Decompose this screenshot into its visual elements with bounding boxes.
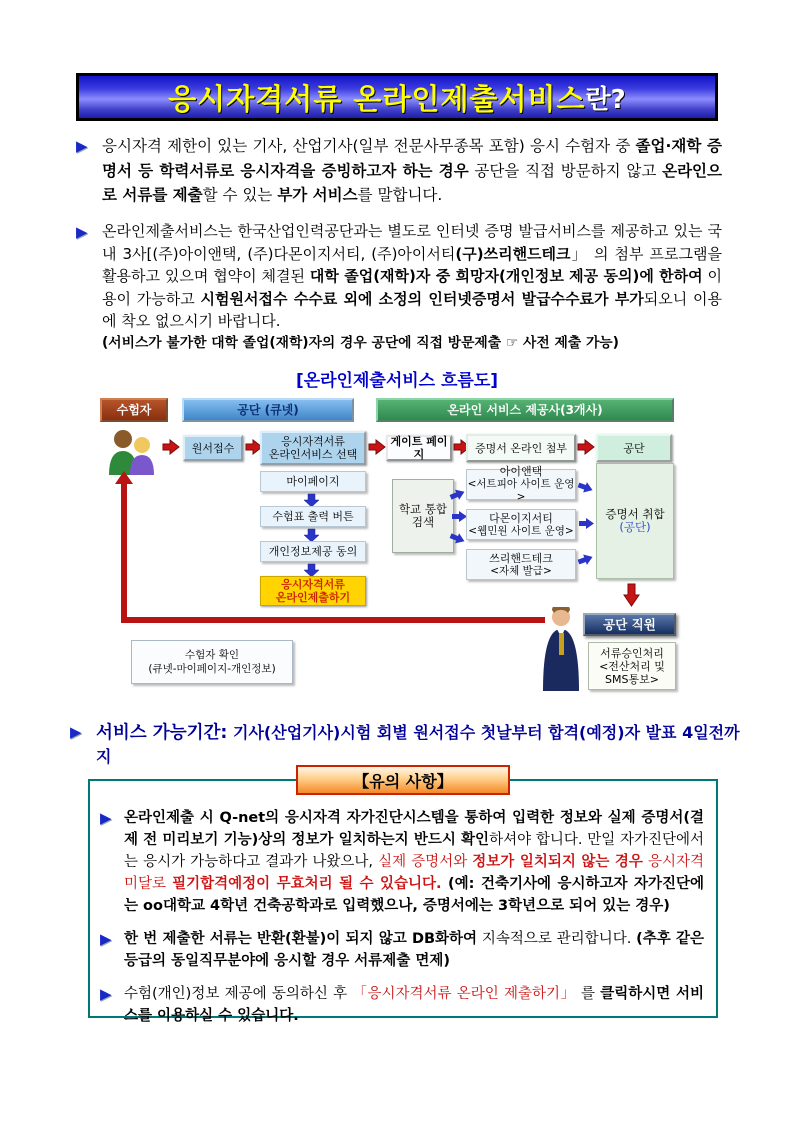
node-mypage: 마이페이지 [260, 471, 366, 492]
notice-bullet-3 [100, 983, 704, 1027]
red-feedback-line-horizontal [121, 617, 545, 623]
node-collect-line1: 증명서 취합 [605, 507, 665, 521]
approval-line3: SMS통보> [605, 672, 659, 686]
page-title: 응시자격서류 온라인제출서비스 [168, 81, 586, 116]
lane-examinee: 수험자 [100, 398, 168, 422]
title-banner [76, 73, 718, 121]
node-provider-damon [466, 509, 576, 540]
red-arrow-right-icon [162, 439, 180, 455]
page-title-suffix: 란? [585, 84, 626, 115]
node-online-submit-line1: 응시자격서류 [281, 578, 345, 591]
notice-header: 【유의 사항】 [296, 765, 510, 795]
node-collect-certificates [596, 463, 674, 579]
notice-bullet-2 [100, 928, 704, 972]
confirm-line1: 수험자 확인 [184, 649, 240, 661]
notice-bullet-2-text: 한 번 제출한 서류는 반환(환불)이 되지 않고 DB화하여 지속적으로 관리합니다. (추후 같은 등급의 동일직무분야에 응시할 경우 서류제출 면제) [124, 931, 704, 969]
red-feedback-line-vertical [121, 483, 127, 623]
notice-bullet-3-text: 수험(개인)정보 제공에 동의하신 후 「응시자격서류 온라인 제출하기」 를 클릭하시면 서비스를 이용하실 수 있습니다. [124, 986, 704, 1024]
provider-name: 쓰리핸드테크 [489, 551, 553, 565]
applicants-icon [104, 428, 160, 475]
red-arrow-right-icon [577, 439, 595, 455]
lane-providers: 온라인 서비스 제공사(3개사) [376, 398, 674, 422]
node-print-button: 수험표 출력 버튼 [260, 506, 366, 527]
provider-desc: <서트피아 사이트 운영> [467, 478, 575, 503]
node-provider-iantech [466, 465, 576, 503]
triangle-bullet-icon: ▶ [100, 985, 112, 1003]
triangle-bullet-icon: ▶ [70, 723, 82, 741]
node-privacy-consent: 개인정보제공 동의 [260, 541, 366, 562]
node-agency-staff: 공단 직원 [583, 613, 676, 636]
node-online-submit [260, 576, 366, 606]
provider-name: 다몬이지서티 [489, 511, 553, 525]
blue-arrow-icon [578, 517, 595, 530]
triangle-bullet-icon: ▶ [76, 223, 88, 241]
provider-desc: <웹민원 사이트 운영> [468, 524, 574, 537]
node-examinee-confirm [131, 640, 293, 684]
blue-arrow-down-icon [304, 493, 319, 507]
node-gate-page: 게이트 페이지 [386, 435, 452, 461]
intro-paragraph-1-text: 응시자격 제한이 있는 기사, 산업기사(일부 전문사무종목 포함) 응시 수험자 중 졸업·재학 증명서 등 학력서류로 응시자격을 증빙하고자 하는 경우 공단을 직접 방문하지 않고 온라인으로 서류를 제출할 수 있는 부가 서비스를 말합니다. [102, 137, 722, 204]
notice-bullet-1 [100, 807, 704, 917]
flowchart [96, 395, 700, 697]
intro-paragraph-2-note: (서비스가 불가한 대학 졸업(재학)자의 경우 공단에 직접 방문제출 ☞ 사전 제출 가능) [102, 334, 619, 351]
triangle-bullet-icon: ▶ [100, 930, 112, 948]
node-select-service [260, 431, 366, 465]
node-select-service-line2: 온라인서비스 선택 [268, 448, 358, 461]
blue-arrow-down-icon [304, 563, 319, 577]
node-provider-threehand [466, 549, 576, 580]
confirm-line2: (큐넷-마이페이지-개인정보) [148, 663, 276, 675]
provider-name: 아이앤택 [499, 465, 543, 478]
blue-arrow-down-icon [304, 528, 319, 542]
service-period-label: 서비스 가능기간: [96, 723, 228, 743]
blue-arrow-icon [575, 550, 595, 568]
triangle-bullet-icon: ▶ [76, 137, 88, 155]
approval-line1: 서류승인처리 [600, 646, 664, 660]
node-collect-line2: (공단) [619, 520, 651, 534]
triangle-bullet-icon: ▶ [100, 809, 112, 827]
notice-box [88, 771, 718, 1024]
red-arrow-right-icon [368, 439, 386, 455]
node-school-search: 학교 통합 검색 [392, 479, 454, 553]
node-attach-certificate: 증명서 온라인 첨부 [466, 434, 576, 462]
approval-line2: <전산처리 및 [599, 659, 665, 673]
red-arrow-down-icon [623, 583, 640, 607]
node-application: 원서접수 [183, 435, 243, 461]
node-agency: 공단 [596, 434, 672, 462]
provider-desc: <자체 발급> [490, 564, 552, 577]
service-period-text: 기사(산업기사)시험 회별 원서접수 첫날부터 합격(예정)자 발표 4일전까지 [96, 723, 740, 766]
intro-paragraph-2 [76, 220, 722, 354]
service-period [70, 719, 750, 767]
node-approval-process [588, 642, 676, 690]
node-online-submit-line2: 온라인제출하기 [275, 591, 351, 604]
intro-paragraph-1 [76, 134, 722, 208]
blue-arrow-icon [575, 478, 595, 496]
staff-person-icon [539, 607, 583, 691]
node-select-service-line1: 응시자격서류 [281, 435, 345, 448]
notice-bullet-1-text: 온라인제출 시 Q-net의 응시자격 자가진단시스템을 통하여 입력한 정보와 실제 증명서(결제 전 미리보기 기능)상의 정보가 일치하는지 반드시 확인하셔야 합니다. 만일 자가진단에서는 응시가 가능하다고 결과가 나왔으나, 실제 증명서와 정보가 일치되지 않는 경우 응시자격 미달로 필기합격예정이 무효처리 될 수 있습니다. (예: 건축기사에 응시하고자 자가진단에는 oo대학교 4학년 건축공학과로 입력했으나, 증명서에는 3학년으로 되어 있는 경우) [124, 810, 705, 914]
lane-agency: 공단 (큐넷) [182, 398, 354, 422]
intro-paragraph-2-text: 온라인제출서비스는 한국산업인력공단과는 별도로 인터넷 증명 발급서비스를 제공하고 있는 국내 3사[(주)아이앤택, (주)다몬이지서티, (주)아이서티(구)쓰리핸드테크」 의 첨부 프로그램을 활용하고 있으며 협약이 체결된 대학 졸업(재학)자 중 희망자(개인정보 제공 동의)에 한하여 이용이 가능하고 시험원서접수 수수료 외에 소정의 인터넷증명서 발급수수료가 부가되오니 이용에 착오 없으시기 바랍니다. [102, 222, 722, 330]
flowchart-heading: [온라인제출서비스 흐름도] [295, 371, 499, 391]
